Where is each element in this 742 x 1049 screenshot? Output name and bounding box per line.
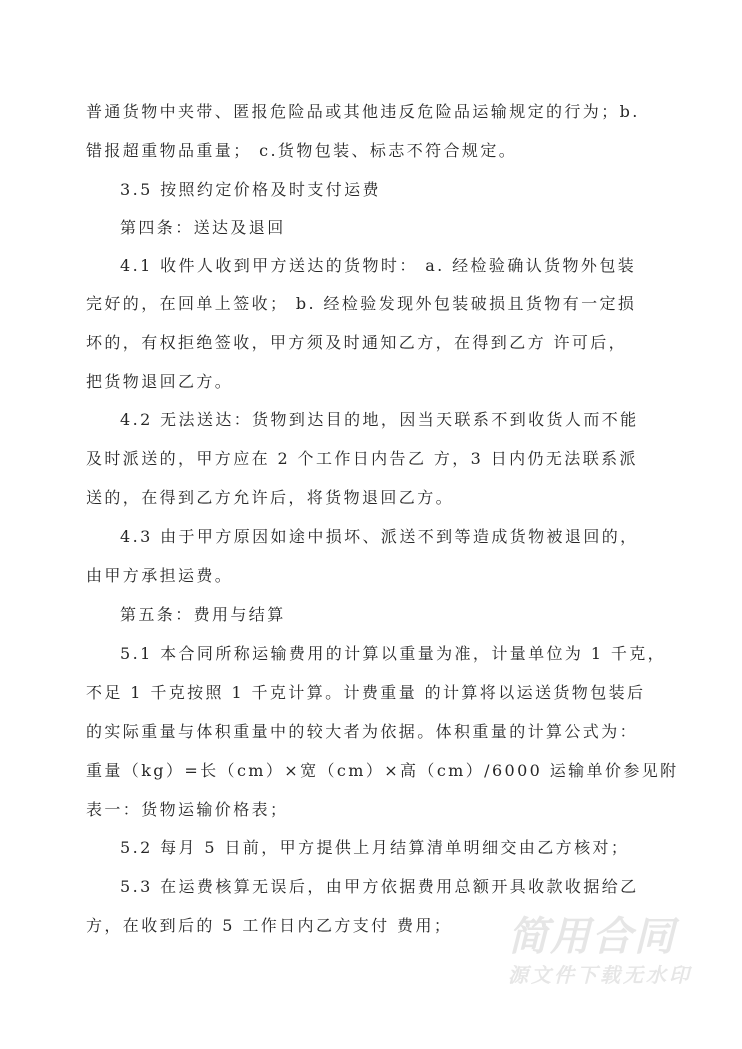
text-line: 完好的，在回单上签收； b. 经检验发现外包装破损且货物有一定损 (86, 294, 637, 313)
text-line: 第五条：费用与结算 (120, 605, 286, 624)
text-line: 普通货物中夹带、匿报危险品或其他违反危险品运输规定的行为；b. (86, 102, 640, 121)
watermark-subtitle: 源文件下载无水印 (508, 963, 692, 987)
text-line: 由甲方承担运费。 (86, 566, 234, 585)
text-line: 3.5 按照约定价格及时支付运费 (120, 180, 381, 199)
text-line: 重量（kg）=长（cm）×宽（cm）×高（cm）/6000 运输单价参见附 (86, 761, 679, 780)
text-line: 5.1 本合同所称运输费用的计算以重量为准，计量单位为 1 千克， (120, 644, 667, 663)
text-line: 5.3 在运费核算无误后，由甲方依据费用总额开具收款收据给乙 (120, 877, 639, 896)
text-line: 第四条：送达及退回 (120, 218, 286, 237)
text-line: 表一：货物运输价格表； (86, 800, 289, 819)
watermark-title: 简用合同 (508, 914, 676, 960)
watermark (508, 915, 728, 987)
text-line: 坏的，有权拒绝签收，甲方须及时通知乙方，在得到乙方 许可后， (86, 333, 628, 352)
text-line: 不足 1 千克按照 1 千克计算。计费重量 的计算将以运送货物包装后 (86, 683, 646, 702)
text-line: 的实际重量与体积重量中的较大者为依据。体积重量的计算公式为： (86, 722, 639, 741)
text-line: 5.2 每月 5 日前，甲方提供上月结算清单明细交由乙方核对； (120, 838, 630, 857)
text-line: 4.1 收件人收到甲方送达的货物时： a. 经检验确认货物外包装 (120, 256, 637, 275)
text-line: 及时派送的，甲方应在 2 个工作日内告乙 方，3 日内仍无法联系派 (86, 449, 638, 468)
text-line: 错报超重物品重量； c.货物包装、标志不符合规定。 (86, 141, 518, 160)
text-line: 把货物退回乙方。 (86, 372, 234, 391)
text-line: 方，在收到后的 5 工作日内乙方支付 费用； (86, 916, 453, 935)
text-line: 4.2 无法送达：货物到达目的地，因当天联系不到收货人而不能 (120, 410, 639, 429)
text-line: 4.3 由于甲方原因如途中损坏、派送不到等造成货物被退回的， (120, 527, 639, 546)
text-line: 送的，在得到乙方允许后，将货物退回乙方。 (86, 488, 455, 507)
